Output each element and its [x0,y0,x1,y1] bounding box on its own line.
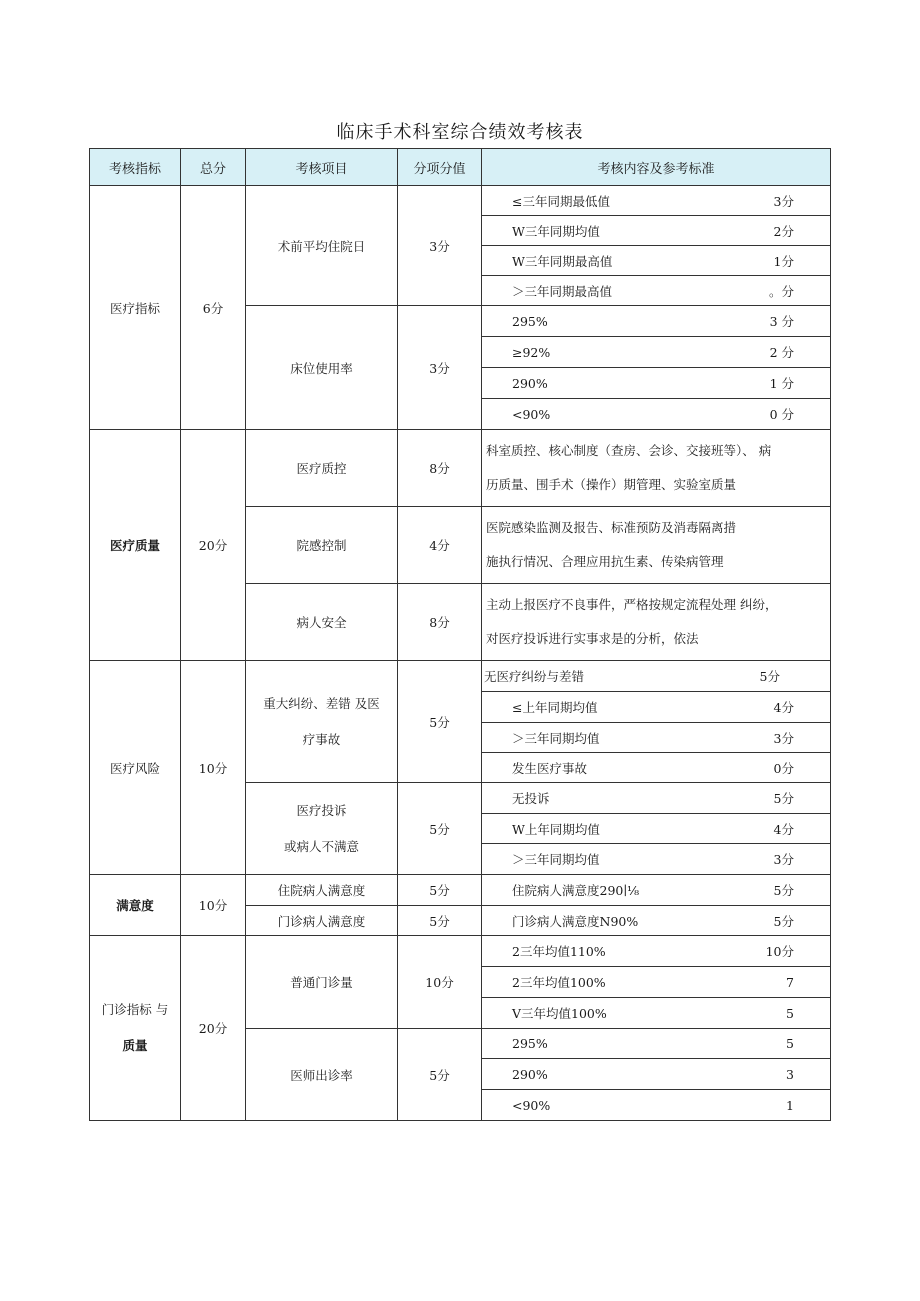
table-header-row [90,149,831,186]
standard-row: 2三年均值110% 10分 [512,944,794,959]
item-score-cell: 4分 [398,507,482,584]
item-cell: 医疗投诉 或病人不满意 [246,783,398,875]
standard-row: 290% 3 [512,1066,794,1082]
table-row [90,936,831,967]
item-score-cell: 5分 [398,875,482,906]
standard-row: V三年均值100% 5 [512,1005,794,1021]
page-title: 临床手术科室综合绩效考核表 [336,122,584,143]
item-score-cell: 5分 [398,906,482,936]
total-cell: 20分 [181,430,246,661]
item-cell: 医疗质控 [246,430,398,507]
item-score-cell: 5分 [398,661,482,783]
total-cell: 10分 [181,875,246,936]
item-cell: 医师出诊率 [246,1029,398,1121]
standard-row: 290% 1 分 [512,375,794,391]
standard-text: 科室质控、核心制度（查房、会诊、交接班等）、 病 历质量、围手术（操作）期管理、实验室质量 [486,443,772,492]
standard-row: 门诊病人满意度N90% 5分 [512,913,794,929]
item-score-cell: 8分 [398,584,482,661]
standard-row: W上年同期均值 4分 [512,821,794,837]
item-score-cell: 5分 [398,783,482,875]
header-item-score: 分项分值 [398,149,482,186]
standard-row: <90% 0 分 [512,406,794,422]
item-cell: 术前平均住院日 [246,186,398,306]
standard-row: 295% 3 分 [512,313,794,329]
standard-row: 住院病人满意度290∣⅛ 5分 [512,883,794,898]
standard-row: <90% 1 [512,1097,794,1113]
standard-row: ＞三年同期均值 3分 [512,852,794,867]
standard-text: 医院感染监测及报告、标准预防及消毒隔离措 施执行情况、合理应用抗生素、传染病管理 [486,520,737,569]
assessment-table [89,148,831,1121]
item-cell: 院感控制 [246,507,398,584]
indicator-cell: 医疗指标 [90,186,181,430]
indicator-cell: 医疗质量 [90,430,181,661]
indicator-cell: 满意度 [90,875,181,936]
table-row [90,186,831,216]
total-cell: 20分 [181,936,246,1121]
total-cell: 10分 [181,661,246,875]
item-score-cell: 8分 [398,430,482,507]
standard-row: 无投诉 5分 [512,791,794,806]
standard-row: ＞三年同期最高值 。分 [512,283,794,299]
item-cell: 住院病人满意度 [246,875,398,906]
item-cell: 床位使用率 [246,306,398,430]
standard-row: 发生医疗事故 0分 [512,760,794,776]
item-score-cell: 10分 [398,936,482,1029]
standard-text: 主动上报医疗不良事件，严格按规定流程处理 纠纷， 对医疗投诉进行实事求是的分析，依法 [486,597,778,646]
header-standard: 考核内容及参考标准 [482,149,831,186]
standard-row: ≥92% 2 分 [512,344,794,360]
total-cell: 6分 [181,186,246,430]
standard-row: 295% 5 [512,1036,794,1051]
item-cell: 普通门诊量 [246,936,398,1029]
item-score-cell: 5分 [398,1029,482,1121]
standard-row: W三年同期均值 2分 [512,223,794,239]
header-total: 总分 [181,149,246,186]
standard-row: ≤三年同期最低值 3分 [512,193,794,209]
standard-row: ＞三年同期均值 3分 [512,730,794,746]
header-item: 考核项目 [246,149,398,186]
item-cell: 重大纠纷、差错 及医 疗事故 [246,661,398,783]
standard-row: ≤上年同期均值 4分 [512,700,794,715]
table-row [90,430,831,507]
indicator-cell: 医疗风险 [90,661,181,875]
item-cell: 病人安全 [246,584,398,661]
table-row [90,875,831,906]
standard-row: 2三年均值100% 7 [512,974,794,990]
standard-row: W三年同期最高值 1分 [512,253,794,269]
item-cell: 门诊病人满意度 [246,906,398,936]
item-score-cell: 3分 [398,306,482,430]
standard-row: 无医疗纠纷与差错 5分 [484,669,780,684]
table-row [90,661,831,692]
item-score-cell: 3分 [398,186,482,306]
indicator-cell: 门诊指标 与 质量 [90,936,181,1121]
header-indicator: 考核指标 [90,149,181,186]
